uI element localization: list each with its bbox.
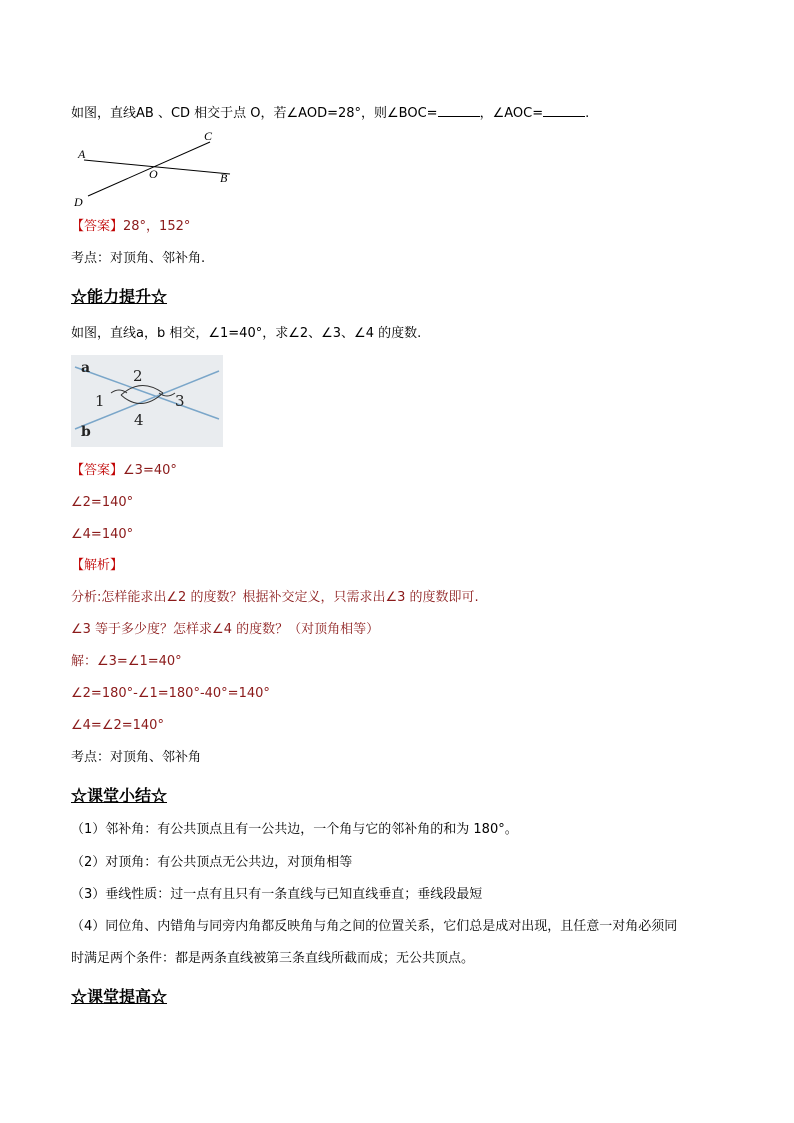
q1-blank-aoc[interactable] xyxy=(543,104,585,117)
q2-kaodian: 考点：对顶角、邻补角 xyxy=(71,750,202,765)
label-d: D xyxy=(74,195,83,209)
label-line-b: b xyxy=(81,424,91,440)
q2-solution1: 解：∠3=∠1=40° xyxy=(71,654,182,669)
label-line-a: a xyxy=(81,360,91,376)
q1-blank-boc[interactable] xyxy=(438,104,480,117)
q1-answer-tag: 【答案】 xyxy=(71,219,124,234)
q2-answer xyxy=(71,462,177,480)
q2-answer-line3: ∠4=140° xyxy=(71,527,134,542)
label-angle-3: 3 xyxy=(175,392,185,410)
q2-analysis1: 分析:怎样能求出∠2 的度数？根据补交定义，只需求出∠3 的度数即可. xyxy=(71,590,479,605)
summary-item2: （2）对顶角：有公共顶点无公共边，对顶角相等 xyxy=(71,855,353,870)
q1-answer xyxy=(71,218,190,236)
section-title-summary: ☆课堂小结☆ xyxy=(71,786,168,805)
summary-item4a: （4）同位角、内错角与同旁内角都反映角与角之间的位置关系，它们总是成对出现，且任意一对角必须同 xyxy=(71,919,678,934)
summary-item1: （1）邻补角：有公共顶点且有一公共边，一个角与它的邻补角的和为 180°。 xyxy=(71,822,518,837)
q1-question xyxy=(71,104,589,123)
q1-mid: ，∠AOC= xyxy=(479,106,544,121)
q2-figure xyxy=(71,355,223,447)
q2-solution3: ∠4=∠2=140° xyxy=(71,718,164,733)
q2-jiexi-tag: 【解析】 xyxy=(71,558,124,573)
q2-question: 如图，直线a，b 相交，∠1=40°，求∠2、∠3、∠4 的度数. xyxy=(71,326,422,341)
label-angle-1: 1 xyxy=(95,392,105,410)
section-title-ability: ☆能力提升☆ xyxy=(71,287,168,306)
q1-answer-text: 28°，152° xyxy=(123,219,191,234)
label-a: A xyxy=(78,147,86,161)
label-angle-4: 4 xyxy=(134,411,144,429)
label-angle-2: 2 xyxy=(133,367,143,385)
q1-suffix: . xyxy=(585,106,590,121)
q2-analysis2: ∠3 等于多少度？怎样求∠4 的度数？（对顶角相等） xyxy=(71,622,380,637)
q2-answer-tag: 【答案】 xyxy=(71,463,124,478)
q2-answer-line1: ∠3=40° xyxy=(123,463,177,478)
q2-answer-line2: ∠2=140° xyxy=(71,495,134,510)
summary-item4b: 时满足两个条件：都是两条直线被第三条直线所截而成；无公共顶点。 xyxy=(71,951,475,966)
q1-prefix: 如图，直线AB 、CD 相交于点 O，若∠AOD=28°，则∠BOC= xyxy=(71,106,438,121)
label-o: O xyxy=(149,167,158,181)
section-title-improve: ☆课堂提高☆ xyxy=(71,987,168,1006)
q2-solution2: ∠2=180°-∠1=180°-40°=140° xyxy=(71,686,270,701)
figure-background xyxy=(71,355,223,447)
summary-item3: （3）垂线性质：过一点有且只有一条直线与已知直线垂直；垂线段最短 xyxy=(71,887,483,902)
q1-kaodian: 考点：对顶角、邻补角. xyxy=(71,251,206,266)
q1-figure xyxy=(70,126,240,210)
label-b: B xyxy=(220,171,228,185)
label-c: C xyxy=(204,129,213,143)
